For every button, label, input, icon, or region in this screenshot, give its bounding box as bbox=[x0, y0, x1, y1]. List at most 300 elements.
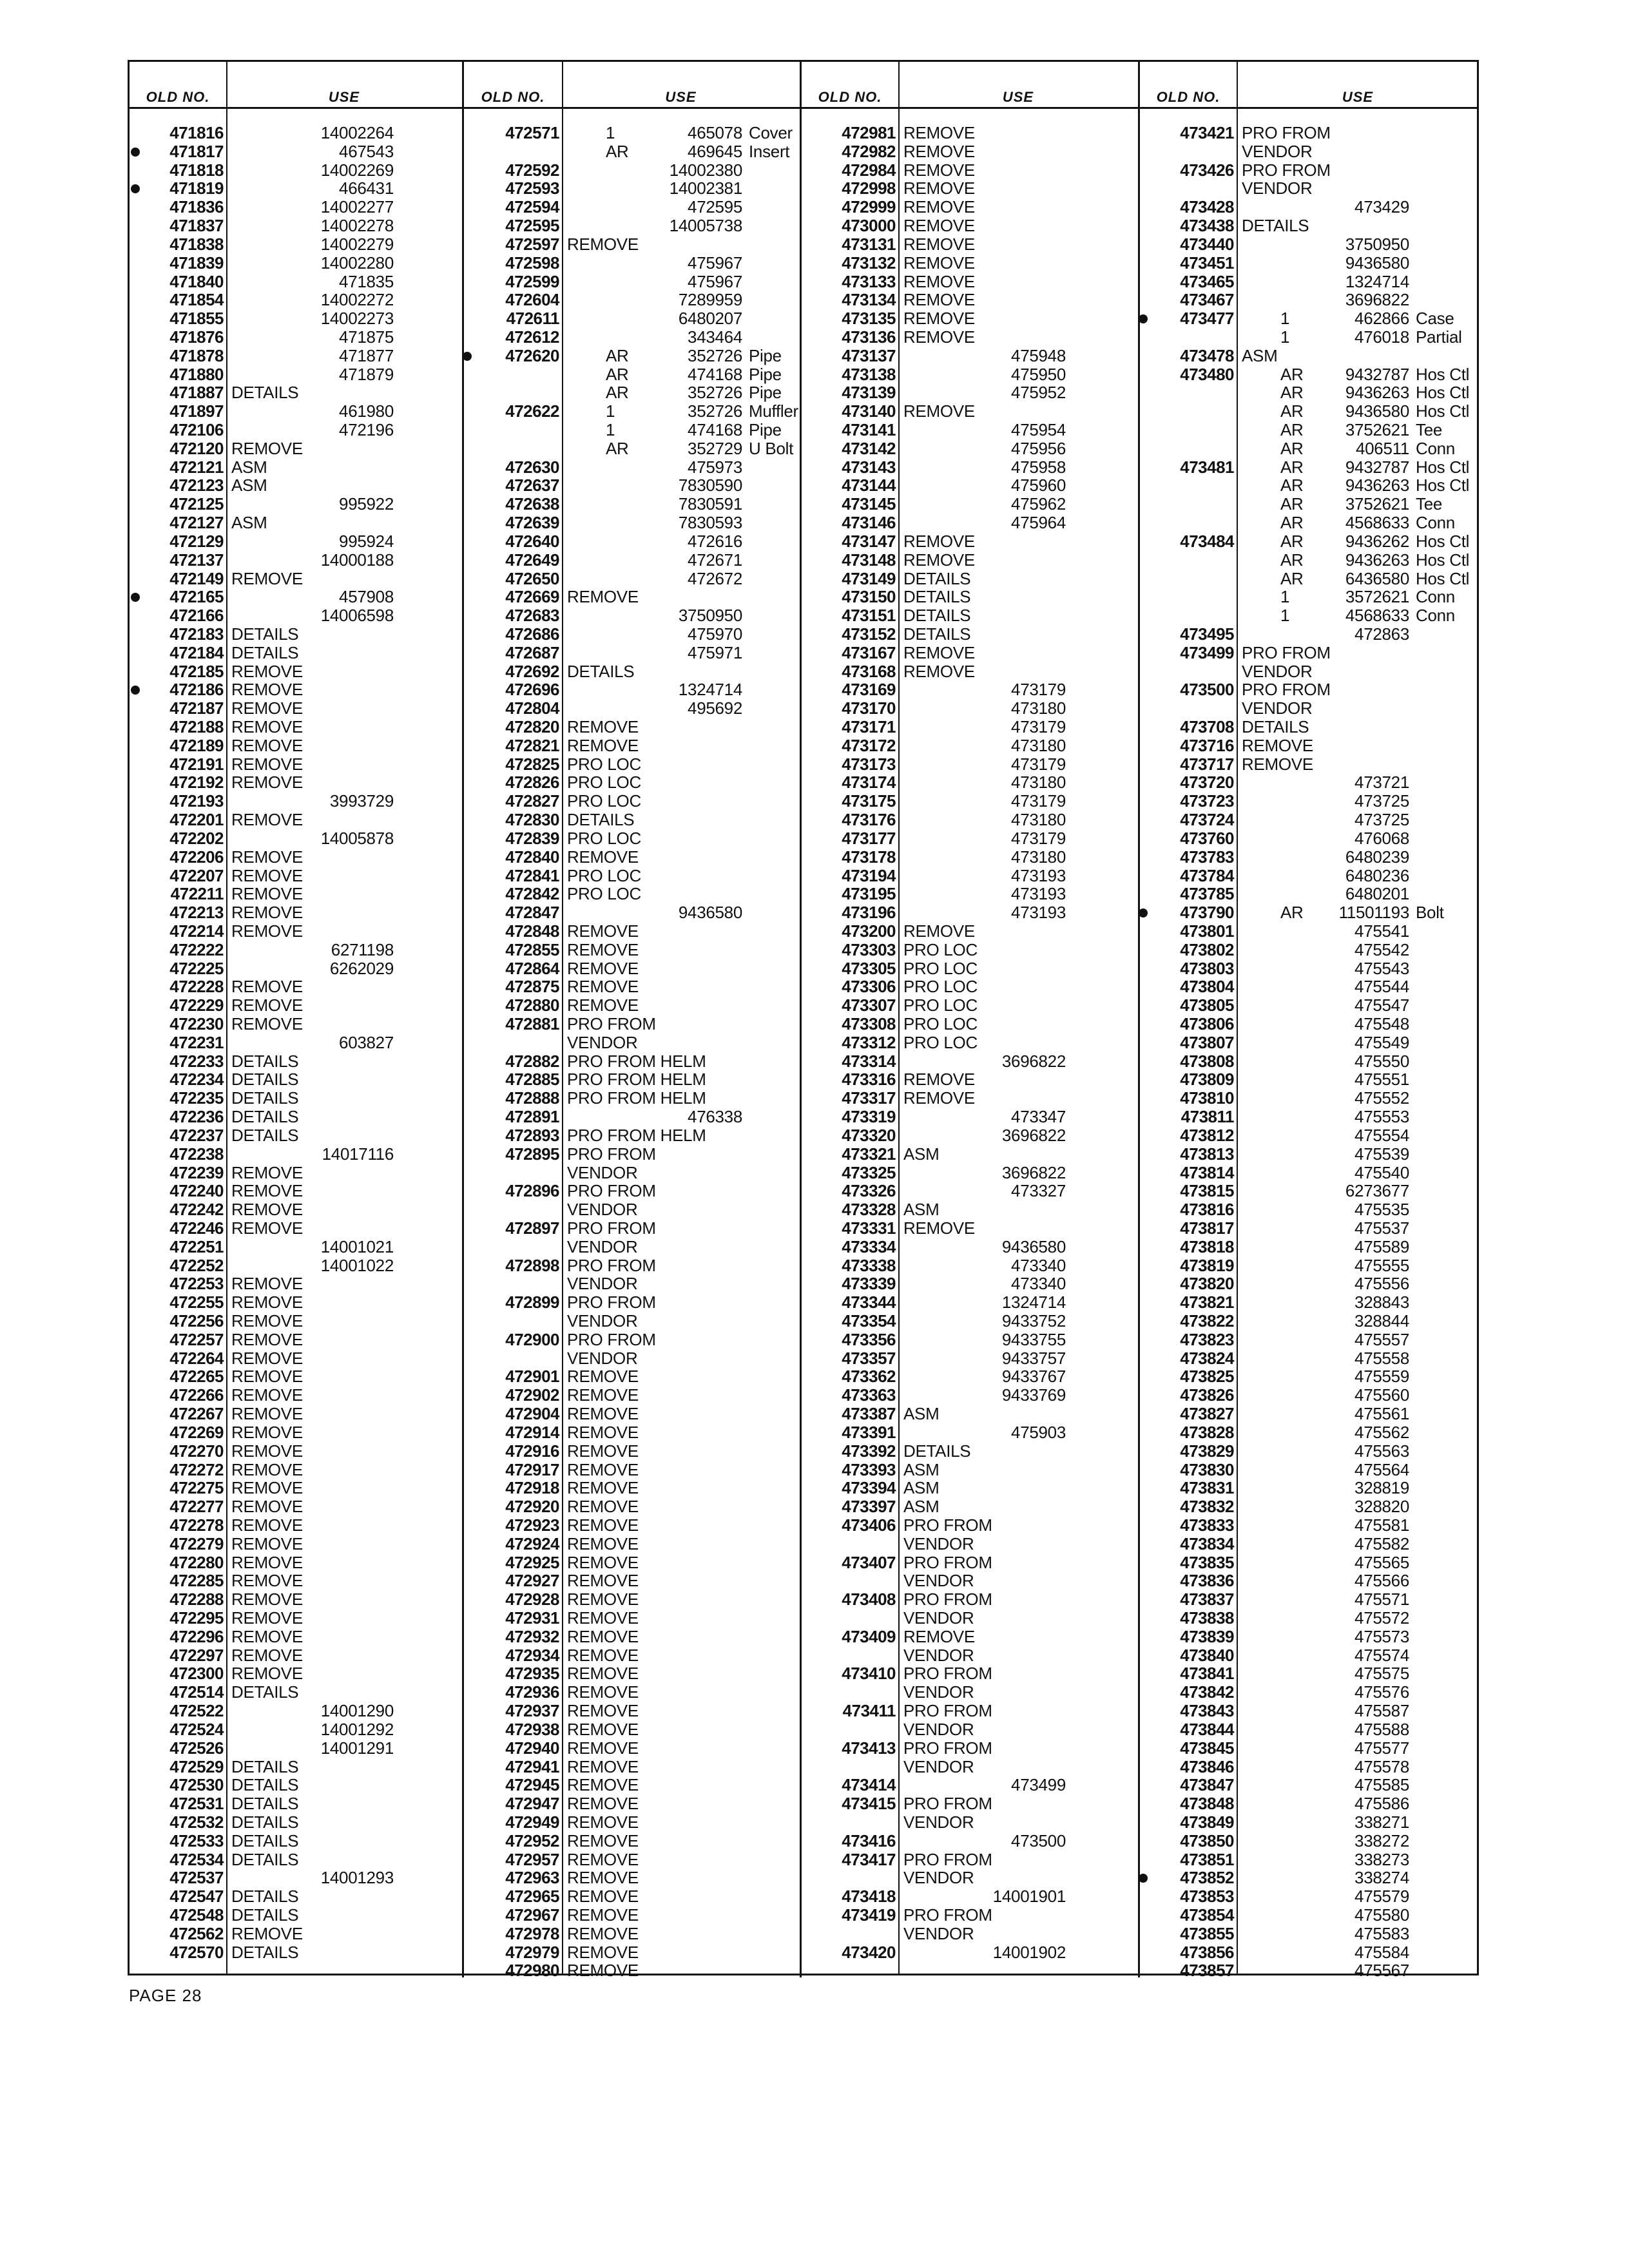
replacement-number: 475589 bbox=[1354, 1236, 1409, 1256]
use-action: REMOVE bbox=[567, 1775, 639, 1795]
old-number: 473408 bbox=[842, 1590, 896, 1610]
replacement-number: 352729 bbox=[688, 438, 742, 458]
table-row bbox=[130, 606, 462, 625]
old-number: 473842 bbox=[1180, 1682, 1234, 1702]
old-number: 473344 bbox=[842, 1293, 896, 1312]
old-number: 473320 bbox=[842, 1125, 896, 1145]
table-row bbox=[464, 977, 800, 996]
old-number: 472981 bbox=[842, 123, 896, 142]
old-number: 473821 bbox=[1180, 1293, 1234, 1312]
old-number: 473840 bbox=[1180, 1645, 1234, 1665]
table-row bbox=[130, 347, 462, 365]
table-row bbox=[464, 1089, 800, 1108]
table-row bbox=[464, 1461, 800, 1479]
old-number: 473142 bbox=[842, 438, 896, 458]
use-action: VENDOR bbox=[903, 1571, 974, 1591]
use-action: DETAILS bbox=[903, 587, 971, 607]
replacement-number: 475964 bbox=[1011, 513, 1066, 533]
use-action: DETAILS bbox=[903, 1441, 971, 1461]
use-action: ASM bbox=[903, 1200, 940, 1220]
table-row bbox=[130, 736, 462, 755]
old-number: 472296 bbox=[169, 1626, 224, 1646]
use-action: REMOVE bbox=[231, 1181, 303, 1201]
table-row bbox=[1140, 1070, 1479, 1089]
replacement-number: 475566 bbox=[1354, 1571, 1409, 1591]
old-number: 472917 bbox=[505, 1459, 559, 1479]
replacement-number: 465078 bbox=[688, 123, 742, 142]
use-action: VENDOR bbox=[903, 1719, 974, 1739]
table-row bbox=[130, 1516, 462, 1535]
table-row bbox=[130, 959, 462, 978]
old-number: 472937 bbox=[505, 1701, 559, 1721]
use-action: REMOVE bbox=[231, 568, 303, 588]
part-description: Partial bbox=[1416, 327, 1462, 347]
table-row bbox=[802, 1405, 1138, 1423]
use-action: REMOVE bbox=[567, 1905, 639, 1925]
use-action: PRO FROM HELM bbox=[567, 1088, 706, 1108]
replacement-number: 9436580 bbox=[1345, 401, 1409, 421]
use-action: REMOVE bbox=[231, 1348, 303, 1368]
replacement-number: 475586 bbox=[1354, 1794, 1409, 1814]
table-row bbox=[130, 1033, 462, 1052]
old-number: 472531 bbox=[169, 1794, 224, 1814]
table-row bbox=[802, 959, 1138, 978]
use-action: REMOVE bbox=[567, 1812, 639, 1832]
old-number: 473316 bbox=[842, 1070, 896, 1090]
use-action: REMOVE bbox=[231, 1385, 303, 1405]
table-row bbox=[802, 458, 1138, 477]
table-row bbox=[464, 606, 800, 625]
use-action: REMOVE bbox=[903, 1218, 975, 1238]
old-number: 473828 bbox=[1180, 1422, 1234, 1442]
table-row bbox=[802, 736, 1138, 755]
old-number: 472185 bbox=[169, 661, 224, 681]
old-number: 472524 bbox=[169, 1719, 224, 1739]
use-action: DETAILS bbox=[567, 810, 635, 830]
replacement-number: 473180 bbox=[1011, 773, 1066, 793]
replacement-number: 473327 bbox=[1011, 1181, 1066, 1201]
table-row bbox=[464, 773, 800, 792]
old-number: 473307 bbox=[842, 995, 896, 1015]
table-row bbox=[1140, 179, 1479, 198]
table-row bbox=[1140, 383, 1479, 402]
old-number: 473820 bbox=[1180, 1274, 1234, 1294]
table-row bbox=[130, 1646, 462, 1665]
old-number: 473306 bbox=[842, 977, 896, 997]
table-row bbox=[130, 1182, 462, 1200]
old-number: 472166 bbox=[169, 606, 224, 626]
old-number: 473339 bbox=[842, 1274, 896, 1294]
table-row bbox=[130, 699, 462, 718]
quantity: AR bbox=[1280, 438, 1304, 458]
table-row bbox=[130, 570, 462, 588]
old-number: 473137 bbox=[842, 345, 896, 365]
replacement-number: 475562 bbox=[1354, 1422, 1409, 1442]
use-action: REMOVE bbox=[567, 939, 639, 959]
replacement-number: 14005878 bbox=[320, 828, 394, 848]
table-row bbox=[464, 1609, 800, 1628]
old-number: 473167 bbox=[842, 642, 896, 662]
old-number: 472206 bbox=[169, 847, 224, 867]
table-row bbox=[464, 291, 800, 309]
old-number: 473194 bbox=[842, 865, 896, 885]
use-action: REMOVE bbox=[903, 661, 975, 681]
table-row bbox=[130, 216, 462, 235]
replacement-number: 475559 bbox=[1354, 1367, 1409, 1387]
replacement-number: 328819 bbox=[1354, 1478, 1409, 1498]
use-action: PRO FROM bbox=[903, 1590, 992, 1610]
table-row bbox=[1140, 1664, 1479, 1683]
old-number: 473411 bbox=[842, 1701, 896, 1721]
old-number: 472965 bbox=[505, 1887, 559, 1907]
table-row bbox=[802, 811, 1138, 829]
replacement-number: 475557 bbox=[1354, 1329, 1409, 1349]
old-number: 473133 bbox=[842, 271, 896, 291]
old-number: 472187 bbox=[169, 698, 224, 718]
use-action: DETAILS bbox=[903, 568, 971, 588]
table-row bbox=[1140, 1238, 1479, 1256]
replacement-number: 475588 bbox=[1354, 1719, 1409, 1739]
use-action: REMOVE bbox=[903, 178, 975, 198]
table-row bbox=[464, 1367, 800, 1386]
old-number: 473139 bbox=[842, 383, 896, 403]
old-number: 472120 bbox=[169, 438, 224, 458]
replacement-number: 603827 bbox=[339, 1032, 394, 1052]
use-action: REMOVE bbox=[231, 995, 303, 1015]
old-number: 473811 bbox=[1181, 1107, 1234, 1127]
table-row bbox=[130, 773, 462, 792]
table-row bbox=[464, 1238, 800, 1256]
old-number: 473839 bbox=[1180, 1626, 1234, 1646]
replacement-number: 475583 bbox=[1354, 1923, 1409, 1943]
replacement-number: 14001901 bbox=[992, 1887, 1066, 1907]
table-row bbox=[802, 273, 1138, 291]
old-number: 472229 bbox=[169, 995, 224, 1015]
part-description: Case bbox=[1416, 309, 1454, 329]
replacement-number: 472616 bbox=[688, 531, 742, 551]
use-action: REMOVE bbox=[567, 587, 639, 607]
old-number: 473467 bbox=[1180, 290, 1234, 310]
table-column bbox=[1140, 62, 1479, 1981]
old-number: 473836 bbox=[1180, 1571, 1234, 1591]
old-number: 472821 bbox=[505, 735, 559, 755]
replacement-number: 475535 bbox=[1354, 1200, 1409, 1220]
table-row bbox=[802, 1461, 1138, 1479]
table-row bbox=[802, 1535, 1138, 1553]
table-row bbox=[1140, 309, 1479, 328]
old-number: 473815 bbox=[1180, 1181, 1234, 1201]
replacement-number: 475553 bbox=[1354, 1107, 1409, 1127]
replacement-number: 473179 bbox=[1011, 791, 1066, 811]
old-number: 472842 bbox=[505, 884, 559, 904]
old-number: 473817 bbox=[1180, 1218, 1234, 1238]
replacement-number: 475567 bbox=[1354, 1961, 1409, 1981]
old-number: 473416 bbox=[842, 1831, 896, 1850]
use-action: VENDOR bbox=[567, 1348, 638, 1368]
table-row bbox=[464, 216, 800, 235]
table-row bbox=[1140, 1961, 1479, 1980]
table-row bbox=[464, 1182, 800, 1200]
old-number: 471897 bbox=[169, 401, 224, 421]
old-number: 473132 bbox=[842, 253, 896, 273]
table-row bbox=[464, 1832, 800, 1850]
table-row bbox=[1140, 254, 1479, 273]
old-number: 473845 bbox=[1180, 1738, 1234, 1758]
table-row bbox=[1140, 848, 1479, 867]
old-number: 473168 bbox=[842, 661, 896, 681]
table-row bbox=[130, 402, 462, 421]
use-action: PRO LOC bbox=[903, 939, 978, 959]
table-row bbox=[464, 1145, 800, 1164]
replacement-number: 475554 bbox=[1354, 1125, 1409, 1145]
table-row bbox=[130, 1590, 462, 1609]
table-row bbox=[802, 1813, 1138, 1832]
old-number: 472825 bbox=[505, 754, 559, 774]
old-number: 473000 bbox=[842, 216, 896, 236]
replacement-number: 475960 bbox=[1011, 476, 1066, 495]
table-row bbox=[130, 718, 462, 736]
table-row bbox=[1140, 625, 1479, 644]
table-row bbox=[464, 309, 800, 328]
replacement-number: 6480236 bbox=[1345, 865, 1409, 885]
old-number: 472881 bbox=[505, 1014, 559, 1033]
use-action: REMOVE bbox=[231, 1293, 303, 1312]
table-row bbox=[130, 1925, 462, 1943]
table-row bbox=[1140, 1609, 1479, 1628]
old-number: 472896 bbox=[505, 1181, 559, 1201]
table-row bbox=[1140, 328, 1479, 347]
table-row bbox=[1140, 1925, 1479, 1943]
old-number: 473810 bbox=[1180, 1088, 1234, 1108]
table-row bbox=[1140, 1758, 1479, 1776]
replacement-number: 473179 bbox=[1011, 717, 1066, 736]
table-row bbox=[130, 1052, 462, 1071]
old-number: 473724 bbox=[1180, 810, 1234, 830]
table-row bbox=[1140, 1683, 1479, 1702]
table-row bbox=[1140, 161, 1479, 180]
replacement-number: 475584 bbox=[1354, 1942, 1409, 1962]
replacement-number: 9433769 bbox=[1001, 1385, 1066, 1405]
old-number: 472297 bbox=[169, 1645, 224, 1665]
use-action: REMOVE bbox=[231, 884, 303, 904]
replacement-number: 461980 bbox=[339, 401, 394, 421]
replacement-number: 473180 bbox=[1011, 847, 1066, 867]
replacement-number: 475571 bbox=[1354, 1590, 1409, 1610]
use-action: REMOVE bbox=[567, 1590, 639, 1610]
replacement-number: 475537 bbox=[1354, 1218, 1409, 1238]
old-number: 473823 bbox=[1180, 1329, 1234, 1349]
table-row bbox=[802, 1386, 1138, 1405]
old-number: 473176 bbox=[842, 810, 896, 830]
replacement-number: 467543 bbox=[339, 141, 394, 161]
table-row bbox=[464, 1052, 800, 1071]
old-number: 472914 bbox=[505, 1422, 559, 1442]
table-row bbox=[130, 1553, 462, 1572]
use-action: PRO FROM bbox=[567, 1329, 656, 1349]
table-row bbox=[1140, 439, 1479, 458]
use-action: REMOVE bbox=[903, 253, 975, 273]
replacement-number: 9436263 bbox=[1345, 476, 1409, 495]
table-row bbox=[464, 1758, 800, 1776]
table-row bbox=[464, 718, 800, 736]
table-row bbox=[1140, 1776, 1479, 1794]
use-action: ASM bbox=[231, 457, 267, 477]
replacement-number: 475539 bbox=[1354, 1144, 1409, 1164]
replacement-number: 473179 bbox=[1011, 680, 1066, 700]
table-row bbox=[802, 1256, 1138, 1275]
use-action: REMOVE bbox=[567, 234, 639, 254]
old-number: 472839 bbox=[505, 828, 559, 848]
old-number: 472201 bbox=[169, 810, 224, 830]
use-action: VENDOR bbox=[903, 1608, 974, 1628]
table-row bbox=[1140, 1219, 1479, 1238]
replacement-number: 3696822 bbox=[1001, 1125, 1066, 1145]
use-action: PRO LOC bbox=[567, 791, 641, 811]
old-number: 473819 bbox=[1180, 1255, 1234, 1275]
old-number: 471819 bbox=[169, 178, 224, 198]
replacement-number: 14001293 bbox=[320, 1868, 394, 1888]
quantity: AR bbox=[606, 383, 629, 403]
table-row bbox=[802, 1070, 1138, 1089]
use-action: REMOVE bbox=[231, 1590, 303, 1610]
use-action: PRO FROM bbox=[567, 1181, 656, 1201]
use-action: REMOVE bbox=[567, 1849, 639, 1869]
table-row bbox=[464, 1479, 800, 1497]
table-row bbox=[464, 439, 800, 458]
use-action: REMOVE bbox=[231, 847, 303, 867]
table-row bbox=[464, 1256, 800, 1275]
table-row bbox=[802, 1571, 1138, 1590]
old-number: 473805 bbox=[1180, 995, 1234, 1015]
replacement-number: 475560 bbox=[1354, 1385, 1409, 1405]
replacement-number: 476338 bbox=[688, 1107, 742, 1127]
use-action: PRO FROM bbox=[567, 1218, 656, 1238]
replacement-number: 475544 bbox=[1354, 977, 1409, 997]
old-no-header: OLD NO. bbox=[1156, 89, 1220, 105]
use-action: REMOVE bbox=[903, 234, 975, 254]
table-row bbox=[130, 179, 462, 198]
quantity: AR bbox=[606, 345, 629, 365]
old-number: 473813 bbox=[1180, 1144, 1234, 1164]
use-header: USE bbox=[665, 89, 697, 105]
old-number: 472279 bbox=[169, 1533, 224, 1553]
quantity: AR bbox=[1280, 457, 1304, 477]
old-no-header: OLD NO. bbox=[818, 89, 882, 105]
table-row bbox=[130, 309, 462, 328]
replacement-number: 9433755 bbox=[1001, 1329, 1066, 1349]
table-column bbox=[464, 62, 800, 1981]
replacement-number: 14006598 bbox=[320, 606, 394, 626]
part-description: Muffler bbox=[749, 401, 798, 421]
use-action: REMOVE bbox=[567, 1497, 639, 1517]
table-row bbox=[802, 1442, 1138, 1461]
old-number: 473495 bbox=[1180, 624, 1234, 644]
table-row bbox=[464, 625, 800, 644]
use-action: DETAILS bbox=[231, 1942, 299, 1962]
use-action: VENDOR bbox=[903, 1533, 974, 1553]
use-action: REMOVE bbox=[567, 1385, 639, 1405]
table-row bbox=[130, 1794, 462, 1813]
old-number: 472562 bbox=[169, 1923, 224, 1943]
use-action: REMOVE bbox=[567, 1552, 639, 1572]
old-number: 472923 bbox=[505, 1515, 559, 1535]
old-number: 471887 bbox=[169, 383, 224, 403]
use-action: REMOVE bbox=[567, 735, 639, 755]
table-row bbox=[464, 680, 800, 699]
old-number: 472899 bbox=[505, 1293, 559, 1312]
old-number: 472895 bbox=[505, 1144, 559, 1164]
replacement-number: 6436580 bbox=[1345, 568, 1409, 588]
table-row bbox=[1140, 1349, 1479, 1368]
table-row bbox=[1140, 1108, 1479, 1126]
old-number: 473484 bbox=[1180, 531, 1234, 551]
use-action: REMOVE bbox=[567, 1664, 639, 1684]
use-action: ASM bbox=[903, 1497, 940, 1517]
old-number: 471818 bbox=[169, 160, 224, 180]
replacement-number: 328844 bbox=[1354, 1311, 1409, 1331]
old-number: 472875 bbox=[505, 977, 559, 997]
old-number: 472604 bbox=[505, 290, 559, 310]
old-number: 472830 bbox=[505, 810, 559, 830]
old-number: 473151 bbox=[842, 606, 896, 626]
old-number: 473837 bbox=[1180, 1590, 1234, 1610]
use-action: REMOVE bbox=[231, 977, 303, 997]
quantity: AR bbox=[1280, 476, 1304, 495]
old-number: 473414 bbox=[842, 1775, 896, 1795]
old-number: 472979 bbox=[505, 1942, 559, 1962]
replacement-number: 475580 bbox=[1354, 1905, 1409, 1925]
use-action: DETAILS bbox=[903, 606, 971, 626]
old-number: 473855 bbox=[1180, 1923, 1234, 1943]
old-number: 472650 bbox=[505, 568, 559, 588]
replacement-number: 3696822 bbox=[1345, 290, 1409, 310]
old-number: 472278 bbox=[169, 1515, 224, 1535]
table-row bbox=[802, 1925, 1138, 1943]
table-row bbox=[1140, 867, 1479, 885]
table-row bbox=[1140, 421, 1479, 439]
old-number: 473150 bbox=[842, 587, 896, 607]
use-action: REMOVE bbox=[1242, 735, 1313, 755]
use-action: REMOVE bbox=[231, 1552, 303, 1572]
use-action: DETAILS bbox=[231, 1849, 299, 1869]
table-row bbox=[802, 1628, 1138, 1646]
old-number: 472639 bbox=[505, 513, 559, 533]
table-row bbox=[464, 1497, 800, 1516]
table-row bbox=[1140, 1052, 1479, 1071]
use-action: ASM bbox=[903, 1144, 940, 1164]
part-description: Tee bbox=[1416, 420, 1443, 439]
table-row bbox=[464, 699, 800, 718]
replacement-number: 475967 bbox=[688, 253, 742, 273]
table-row bbox=[802, 1516, 1138, 1535]
old-number: 473814 bbox=[1180, 1162, 1234, 1182]
old-number: 472941 bbox=[505, 1756, 559, 1776]
replacement-number: 475578 bbox=[1354, 1756, 1409, 1776]
table-row bbox=[1140, 1367, 1479, 1386]
table-row bbox=[802, 885, 1138, 903]
old-number: 472222 bbox=[169, 939, 224, 959]
part-description: Cover bbox=[749, 123, 793, 142]
old-number: 472599 bbox=[505, 271, 559, 291]
replacement-number: 472595 bbox=[688, 197, 742, 217]
table-row bbox=[130, 124, 462, 142]
old-number: 472280 bbox=[169, 1552, 224, 1572]
replacement-number: 1324714 bbox=[1001, 1293, 1066, 1312]
table-row bbox=[130, 792, 462, 811]
table-row bbox=[464, 1274, 800, 1293]
replacement-number: 343464 bbox=[688, 327, 742, 347]
table-row bbox=[802, 198, 1138, 216]
